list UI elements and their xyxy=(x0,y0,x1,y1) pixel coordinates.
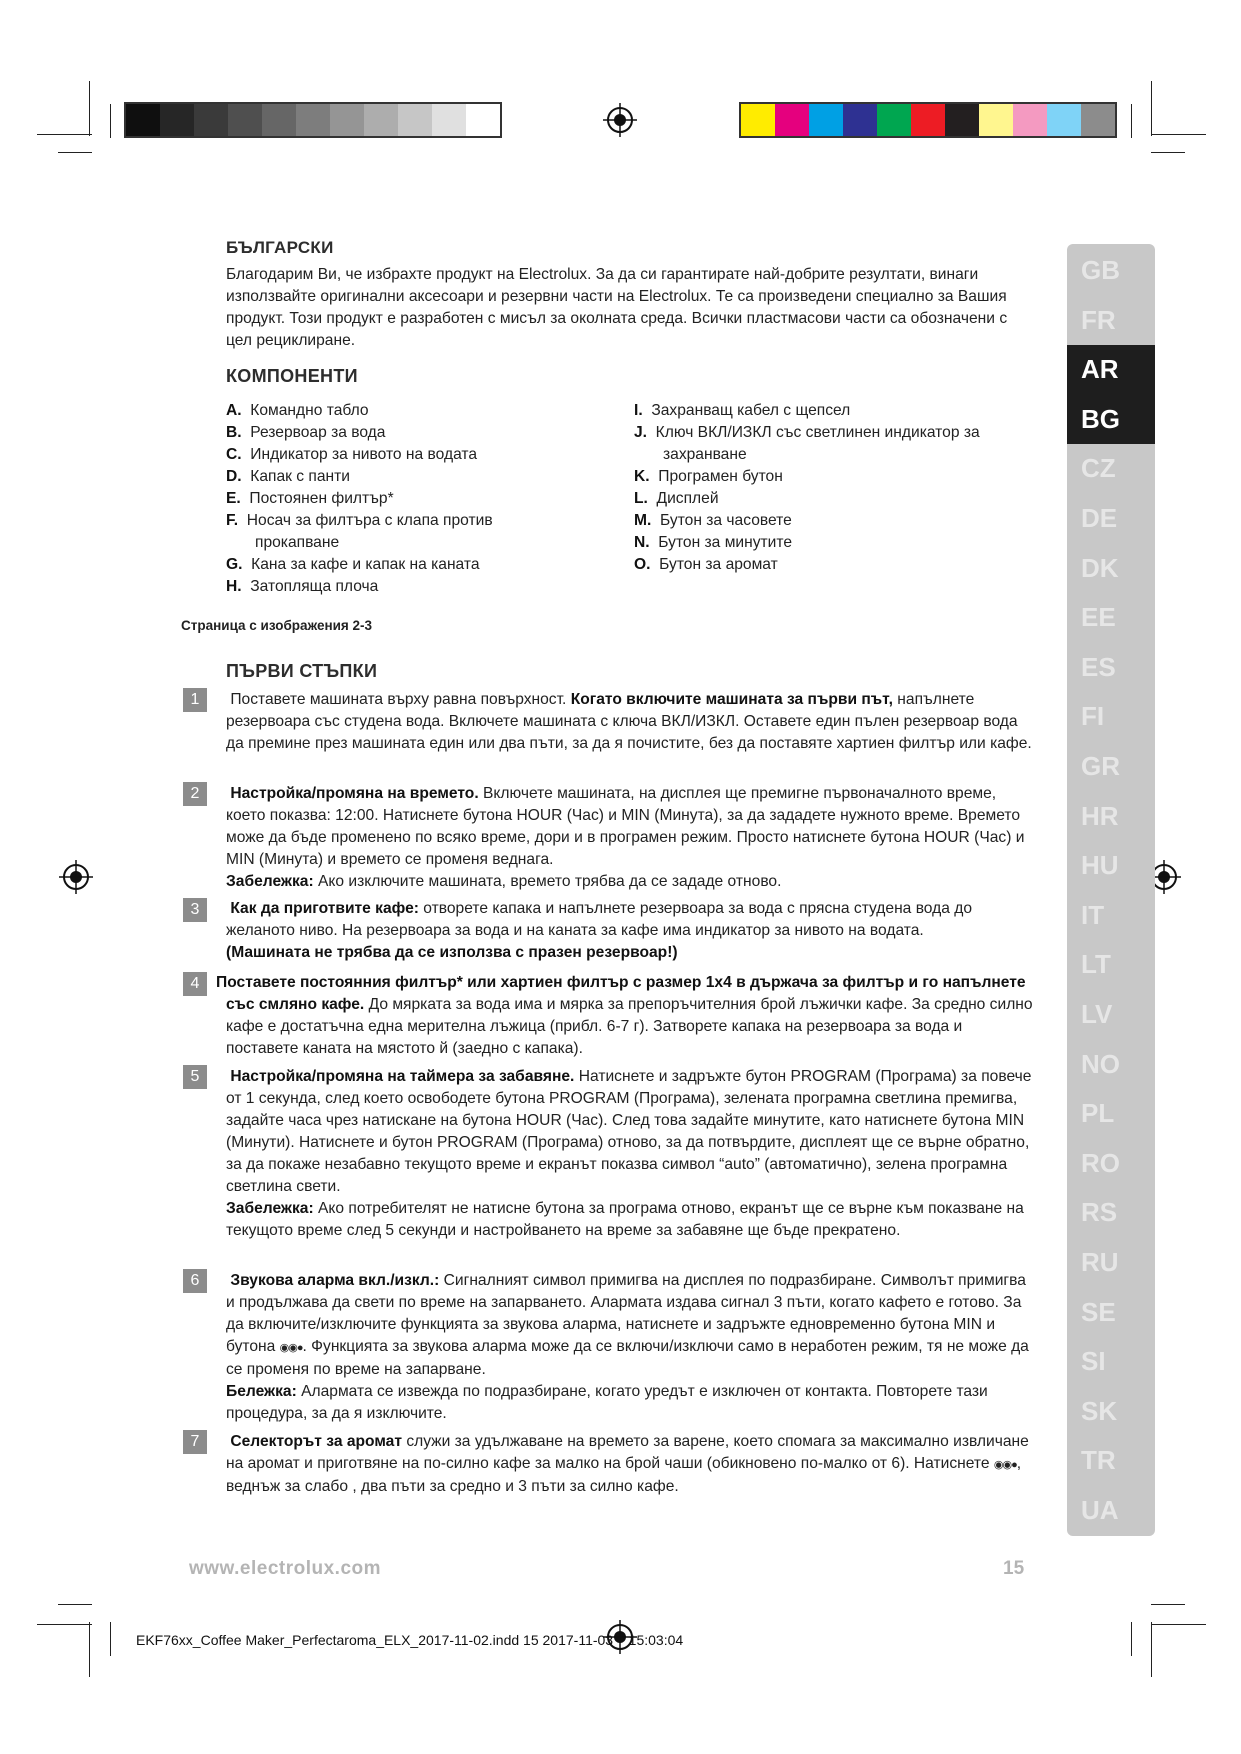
calibration-swatch xyxy=(330,104,364,136)
component-text: Резервоар за вода xyxy=(250,424,386,441)
component-item xyxy=(226,576,493,598)
calibration-swatch xyxy=(1081,104,1115,136)
calibration-swatch xyxy=(775,104,809,136)
language-code-ro: RO xyxy=(1081,1147,1120,1178)
component-item xyxy=(634,400,980,422)
calibration-swatch xyxy=(979,104,1013,136)
component-letter: F. xyxy=(226,512,247,529)
calibration-swatch xyxy=(398,104,432,136)
calibration-swatch xyxy=(945,104,979,136)
component-text: Капак с панти xyxy=(250,468,351,485)
component-item xyxy=(226,444,493,466)
calibration-swatch xyxy=(1013,104,1047,136)
language-code-fi: FI xyxy=(1081,701,1105,732)
component-text: Кана за кафе и капак на каната xyxy=(251,556,480,573)
calibration-swatch xyxy=(1047,104,1081,136)
language-code-ru: RU xyxy=(1081,1247,1119,1277)
step-number: 1 xyxy=(183,688,207,712)
step-3: Как да приготвите кафе: отворете капака и напълнете резервоара за вода с прясна студена вода до желаното ниво. На резервоара за вода и на каната за кафе има индикатор за нивото на водата. (Машината не трябва да се използва с празен резервоар!) xyxy=(226,900,973,961)
components-list-right xyxy=(634,400,980,576)
step-7: Селекторът за аромат служи за удължаване на времето за варене, което спомага за максимално извличане на аромат и приготвяне на по-силно кафе за малко на брой чаши (обикновено по-малко от 6). Натиснете ◉◉●, веднъж за слабо , два пъти за средно и 3 пъти за силно кафе. xyxy=(226,1433,1029,1495)
calibration-swatch xyxy=(877,104,911,136)
components-list-left xyxy=(226,400,493,598)
component-item xyxy=(634,510,980,532)
language-code-dk: DK xyxy=(1081,552,1119,583)
calibration-swatch xyxy=(911,104,945,136)
step-5: Настройка/промяна на таймера за забавяне. Натиснете и задръжте бутон PROGRAM (Програма) за повече от 1 секунда, след което освободете бутона PROGRAM (Програма), зелената програмна светлина премигва, задайте часа чрез натискане на бутона HOUR (Час). След това задайте минутите, като натиснете бутона MIN (Минути). Натиснете и бутон PROGRAM (Програма) отново, за да потвърдите, дисплеят ще се върне обратно, за да покаже незабавно текущото време и екранът показва символ “auto” (автоматично), зелена програмна светлина свети. Забележка: Ако потребителят не натисне бутона за програма отново, екранът ще се върне към показване на текущото време след 5 секунди и настройването на време за забавяне ще бъде прекратено. xyxy=(226,1068,1032,1239)
component-letter: D. xyxy=(226,468,251,485)
step-number: 5 xyxy=(183,1065,207,1089)
language-code-no: NO xyxy=(1081,1048,1120,1079)
language-code-gr: GR xyxy=(1081,751,1120,781)
component-text: Захранващ кабел с щепсел xyxy=(651,402,851,419)
component-letter: K. xyxy=(634,468,659,485)
components-title: КОМПОНЕНТИ xyxy=(226,366,358,386)
registration-mark-icon xyxy=(603,103,637,137)
component-text: Затопляща плоча xyxy=(250,578,379,595)
component-letter: B. xyxy=(226,424,251,441)
step-number: 2 xyxy=(183,782,207,806)
language-code-it: IT xyxy=(1081,899,1105,930)
component-text: Индикатор за нивото на водата xyxy=(250,446,478,463)
calibration-swatch xyxy=(126,104,160,136)
component-item xyxy=(634,532,980,554)
step-number: 3 xyxy=(183,898,207,922)
language-code-lt: LT xyxy=(1081,949,1111,980)
step-number: 4 xyxy=(183,972,207,996)
component-item xyxy=(226,400,493,422)
aroma-beans-icon: ◉◉● xyxy=(993,1459,1017,1471)
language-code-ua: UA xyxy=(1081,1495,1119,1525)
calibration-swatch xyxy=(296,104,330,136)
step-6: Звукова аларма вкл./изкл.: Сигналният символ примигва на дисплея по подразбиране. Символът примигва и продължава да свети по време на запарването. Алармата издава сигнал 3 пъти, когато кафето е готово. За да включите/изключите функцията за звукова аларма, натиснете и задръжте едновременно бутона MIN и бутона ◉◉●. Функцията за звукова аларма може да се включи/изключи само в неработен режим, тя не може да се променя по време на запарване. Бележка: Алармата се извежда по подразбиране, когато уредът е изключен от контакта. Повторете тази процедура, за да я изключите. xyxy=(226,1272,1029,1422)
component-letter: G. xyxy=(226,556,252,573)
component-item xyxy=(226,510,493,532)
language-code-ee: EE xyxy=(1081,602,1116,633)
component-text: Носач за филтъра с клапа против xyxy=(246,512,493,529)
step-number: 6 xyxy=(183,1269,207,1293)
language-code-tr: TR xyxy=(1081,1445,1116,1476)
component-text: Командно табло xyxy=(250,402,369,419)
language-code-sk: SK xyxy=(1081,1395,1118,1426)
language-code-pl: PL xyxy=(1081,1098,1115,1129)
component-text: Бутон за аромат xyxy=(659,556,778,573)
language-code-hu: HU xyxy=(1081,850,1119,881)
component-letter: O. xyxy=(634,556,660,573)
component-item xyxy=(634,444,980,466)
file-slug: EKF76xx_Coffee Maker_Perfectaroma_ELX_2017-11-02.indd 15 2017-11-03 15:03:04 xyxy=(136,1632,684,1648)
calibration-swatch xyxy=(160,104,194,136)
page-number: 15 xyxy=(1003,1558,1025,1579)
calibration-swatch xyxy=(194,104,228,136)
language-code-lv: LV xyxy=(1081,999,1113,1029)
language-code-de: DE xyxy=(1081,503,1118,533)
calibration-swatch xyxy=(364,104,398,136)
language-code-hr: HR xyxy=(1081,800,1119,831)
component-text: прокапване xyxy=(255,534,340,551)
registration-mark-icon xyxy=(59,860,93,894)
step-2: Настройка/промяна на времето. Включете машината, на дисплея ще премигне първоначалното време, което показва: 12:00. Натиснете бутона HOUR (Час) и MIN (Минута), за да зададете нужното време. Времето може да бъде променено по всяко време, дори и в програмен режим. Просто натиснете бутона HOUR (Час) и MIN (Минута) и времето се променя веднага. Забележка: Ако изключите машината, времето трябва да се зададе отново. xyxy=(226,785,1025,890)
component-item xyxy=(226,488,493,510)
component-text: Програмен бутон xyxy=(658,468,783,485)
component-item xyxy=(634,488,980,510)
step-1: Поставете машината върху равна повърхност. Когато включите машината за първи път, напълнете резервоара със студена вода. Включете машината с ключа ВКЛ/ИЗКЛ. Оставете един пълен резервоар вода да премине през машината един или два пъти, за да я почистите, без да поставяте хартиен филтър или кафе. xyxy=(226,691,1032,752)
component-item xyxy=(226,554,493,576)
calibration-swatch xyxy=(466,104,500,136)
language-code-es: ES xyxy=(1081,651,1116,682)
component-letter: H. xyxy=(226,578,251,595)
aroma-beans-icon: ◉◉● xyxy=(279,1342,303,1354)
language-code-bg: BG xyxy=(1067,395,1155,445)
component-text: Дисплей xyxy=(656,490,719,507)
language-code-si: SI xyxy=(1081,1346,1106,1377)
images-page-ref: Страница с изображения 2-3 xyxy=(181,618,373,633)
component-item xyxy=(634,466,980,488)
component-text: Постоянен филтър* xyxy=(249,490,394,507)
language-code-gb: GB xyxy=(1081,255,1120,285)
language-code-ar: AR xyxy=(1067,345,1155,395)
calibration-swatch xyxy=(809,104,843,136)
component-text: Ключ ВКЛ/ИЗКЛ със светлинен индикатор за xyxy=(655,424,980,441)
component-text: Бутон за минутите xyxy=(658,534,793,551)
step-number: 7 xyxy=(183,1430,207,1454)
component-letter: C. xyxy=(226,446,251,463)
component-item xyxy=(634,422,980,444)
calibration-swatch xyxy=(843,104,877,136)
calibration-swatch xyxy=(262,104,296,136)
step-4: Поставете постоянния филтър* или хартиен филтър с размер 1x4 в държача за филтър и го напълнете със смляно кафе. До мярката за вода има и мярка за препоръчителния брой лъжички кафе. За средно силно кафе е достатъчна една мерителна лъжица (прибл. 6-7 г). Затворете капака на резервоара за вода и поставете каната на мястото й (заедно с капака). xyxy=(216,974,1033,1057)
grayscale-calibration-bar xyxy=(124,102,502,138)
component-item xyxy=(226,532,493,554)
component-letter: L. xyxy=(634,490,657,507)
component-text: Бутон за часовете xyxy=(660,512,792,529)
component-letter: I. xyxy=(634,402,652,419)
component-letter: A. xyxy=(226,402,251,419)
language-title: БЪЛГАРСКИ xyxy=(226,238,334,257)
language-code-se: SE xyxy=(1081,1296,1116,1327)
component-text: захранване xyxy=(663,446,747,463)
language-code-rs: RS xyxy=(1081,1197,1118,1228)
calibration-swatch xyxy=(741,104,775,136)
calibration-swatch xyxy=(228,104,262,136)
footer-url[interactable]: www.electrolux.com xyxy=(189,1558,382,1579)
component-item xyxy=(634,554,980,576)
color-calibration-bar xyxy=(739,102,1117,138)
language-code-cz: CZ xyxy=(1081,453,1116,484)
component-letter: M. xyxy=(634,512,660,529)
component-item xyxy=(226,422,493,444)
intro-paragraph: Благодарим Ви, че избрахте продукт на Electrolux. За да си гарантирате най-добрите резултати, винаги използвайте оригинални аксесоари и резервни части на Electrolux. Те са произведени специално за Вашия продукт. Този продукт е разработен с мисъл за околната среда. Всички пластмасови части са обозначени с цел рециклиране. xyxy=(226,266,1008,349)
component-letter: E. xyxy=(226,490,250,507)
component-letter: J. xyxy=(634,424,656,441)
calibration-swatch xyxy=(432,104,466,136)
first-steps-title: ПЪРВИ СТЪПКИ xyxy=(226,661,378,681)
component-letter: N. xyxy=(634,534,659,551)
component-item xyxy=(226,466,493,488)
language-code-fr: FR xyxy=(1081,304,1116,335)
